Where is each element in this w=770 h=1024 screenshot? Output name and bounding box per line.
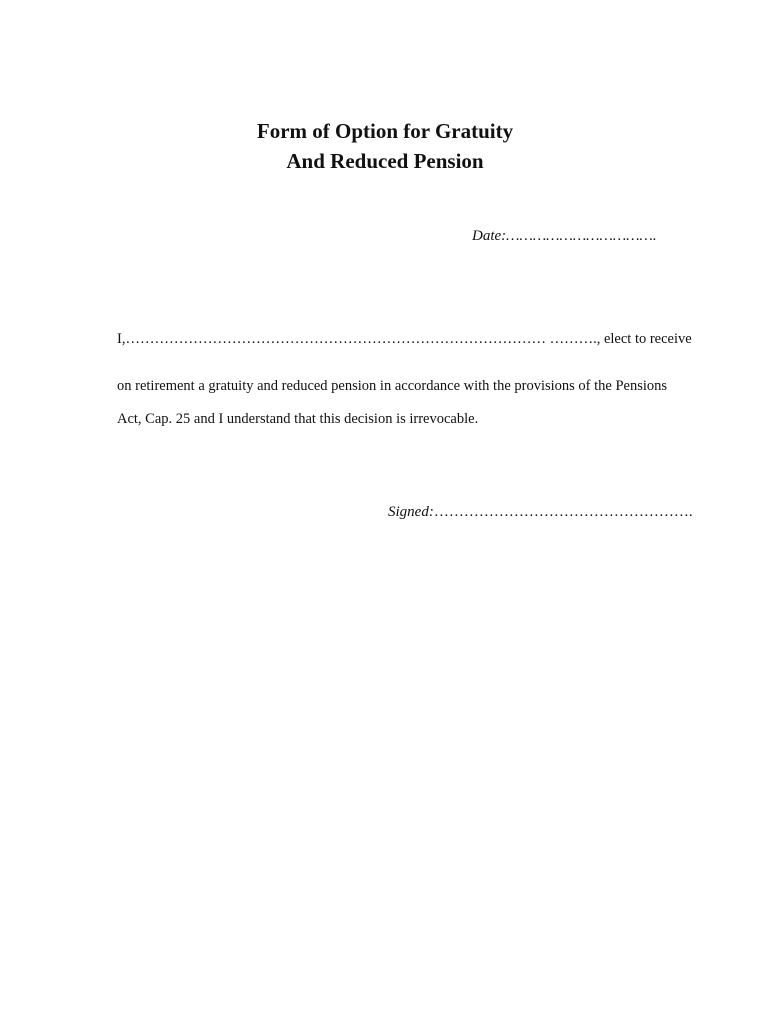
signed-label: Signed: xyxy=(388,504,434,520)
name-election-line: I,…………………………………………………………………………… ………., elect to receive xyxy=(117,331,692,347)
signature-field xyxy=(388,504,693,521)
form-title-line-2: And Reduced Pension xyxy=(286,149,484,173)
form-title-line-1: Form of Option for Gratuity xyxy=(256,119,514,143)
date-field: Date:……………………………. xyxy=(472,228,657,244)
signed-dots: ……………………………………………. xyxy=(433,504,693,520)
declaration-line-3: Act, Cap. 25 and I understand that this decision is irrevocable. xyxy=(117,411,479,427)
declaration-line-2: on retirement a gratuity and reduced pension in accordance with the provisions of the Pensions xyxy=(117,378,668,394)
